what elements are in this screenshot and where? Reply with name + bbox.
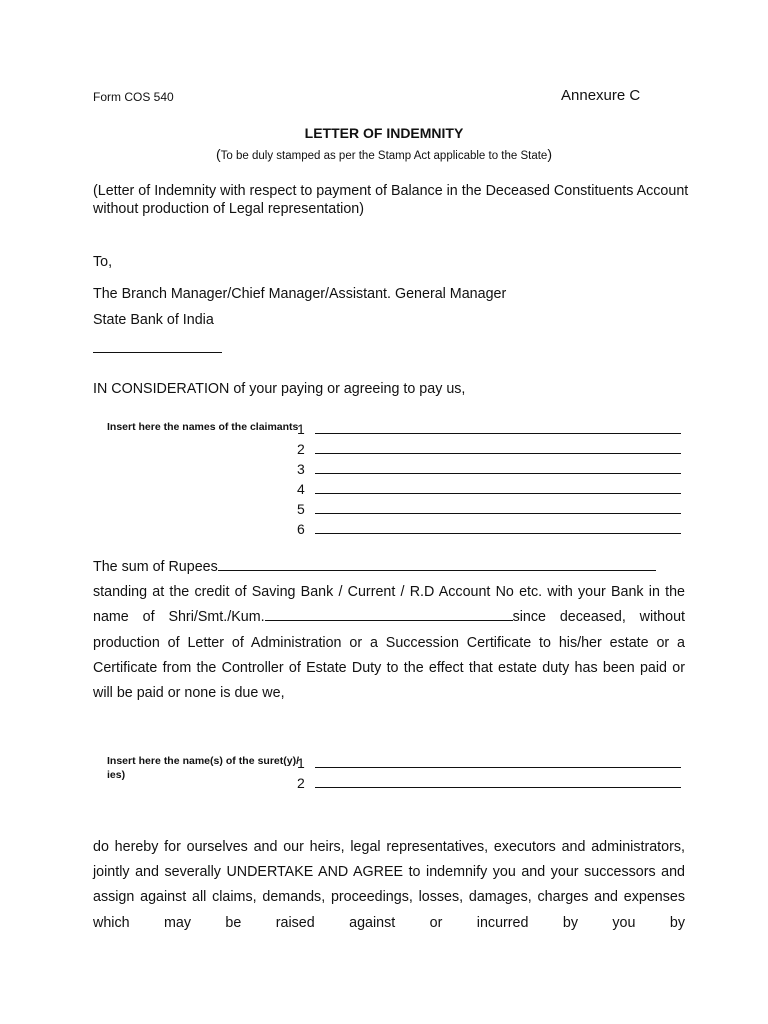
annexure-label: Annexure C bbox=[561, 87, 641, 104]
deceased-name-field[interactable] bbox=[265, 608, 513, 621]
claimants-instruction: Insert here the names of the claimants bbox=[107, 421, 299, 433]
claimant-row[interactable] bbox=[297, 481, 681, 501]
form-number: Form COS 540 bbox=[93, 90, 174, 104]
surety-row[interactable] bbox=[297, 775, 681, 795]
account-text bbox=[93, 580, 685, 706]
claimant-name-field[interactable] bbox=[315, 433, 681, 434]
surety-row[interactable] bbox=[297, 755, 681, 775]
subtitle-text: To be duly stamped as per the Stamp Act applicable to the State bbox=[220, 150, 548, 162]
sureties-instruction: Insert here the name(s) of the suret(y)/ ies) bbox=[107, 755, 299, 781]
claimant-row[interactable] bbox=[297, 521, 681, 541]
claimant-name-field[interactable] bbox=[315, 473, 681, 474]
claimant-number: 3 bbox=[297, 461, 305, 477]
claimant-number: 1 bbox=[297, 421, 305, 437]
surety-name-field[interactable] bbox=[315, 767, 681, 768]
sum-paragraph bbox=[93, 555, 685, 706]
claimant-row[interactable] bbox=[297, 501, 681, 521]
claimant-row[interactable] bbox=[297, 461, 681, 481]
sum-label: The sum of Rupees bbox=[93, 559, 218, 575]
surety-number: 2 bbox=[297, 775, 305, 791]
claimant-name-field[interactable] bbox=[315, 453, 681, 454]
claimant-name-field[interactable] bbox=[315, 493, 681, 494]
document-title: LETTER OF INDEMNITY bbox=[304, 125, 464, 141]
claimant-number: 4 bbox=[297, 481, 305, 497]
claimant-row[interactable] bbox=[297, 421, 681, 441]
addressee-line-1: The Branch Manager/Chief Manager/Assistant. General Manager bbox=[93, 286, 507, 302]
sum-amount-field[interactable] bbox=[218, 558, 656, 571]
salutation: To, bbox=[93, 254, 113, 270]
claimant-name-field[interactable] bbox=[315, 513, 681, 514]
claimant-name-field[interactable] bbox=[315, 533, 681, 534]
claimant-row[interactable] bbox=[297, 441, 681, 461]
branch-blank-field[interactable] bbox=[93, 352, 222, 353]
credit-text: standing at the credit of Saving Bank / Current / R.D Account No etc. with your Bank in the name of Shri/Smt./Kum. bbox=[93, 584, 685, 626]
consideration-clause: IN CONSIDERATION of your paying or agreeing to pay us, bbox=[93, 381, 466, 397]
addressee-line-2: State Bank of India bbox=[93, 312, 214, 328]
surety-number: 1 bbox=[297, 755, 305, 771]
claimant-number: 5 bbox=[297, 501, 305, 517]
purpose-statement: (Letter of Indemnity with respect to payment of Balance in the Deceased Constituents Account without production of Legal representation) bbox=[93, 183, 689, 217]
claimant-number: 6 bbox=[297, 521, 305, 537]
sum-line bbox=[93, 555, 685, 580]
rest-text: since deceased, without production of Letter of Administration or a Succession Certificate to his/her estate or a Certificate from the Controller of Estate Duty to the effect that estate duty has been paid or will be paid or none is due we, bbox=[93, 609, 685, 702]
undertaking-paragraph: do hereby for ourselves and our heirs, legal representatives, executors and administrators, jointly and severally UNDERTAKE AND AGREE to indemnify you and your successors and assign against all claims, demands, proceedings, losses, damages, charges and expenses which may be raised against or incurred by you by bbox=[93, 839, 685, 931]
document-subtitle: (To be duly stamped as per the Stamp Act applicable to the State) bbox=[215, 146, 552, 162]
claimant-number: 2 bbox=[297, 441, 305, 457]
surety-name-field[interactable] bbox=[315, 787, 681, 788]
